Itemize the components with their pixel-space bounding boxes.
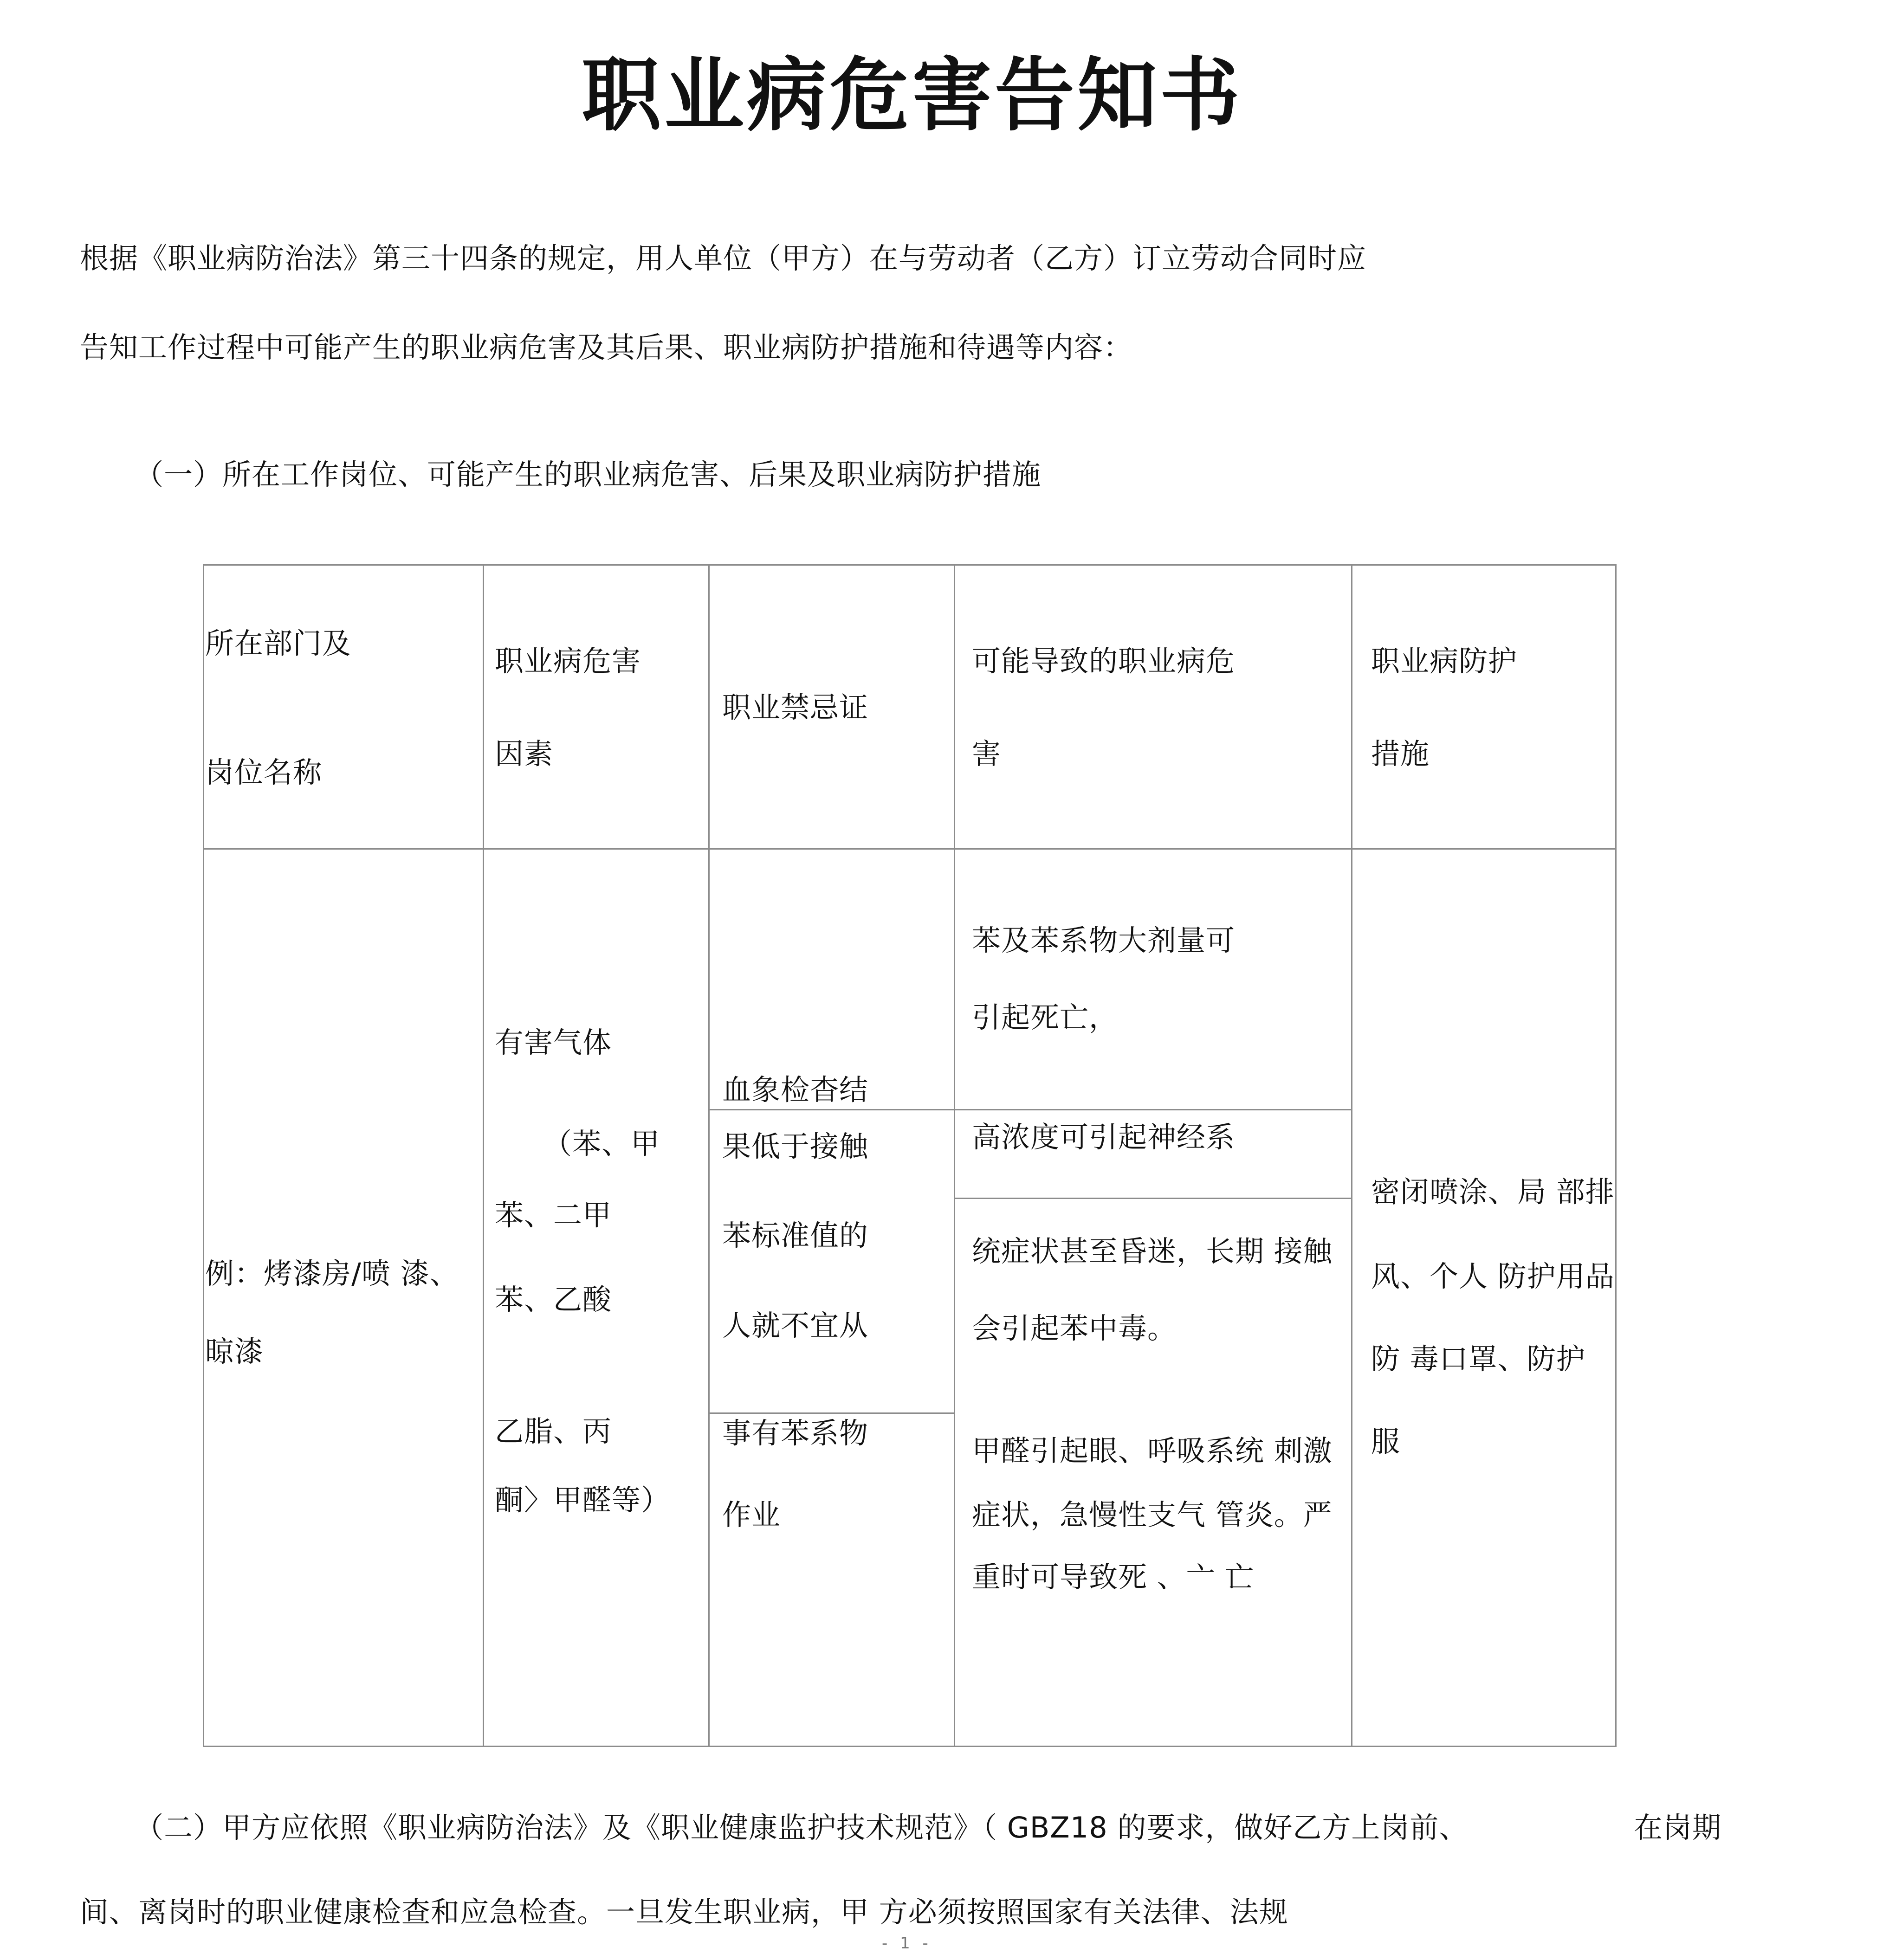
intro-line-2: 告知工作过程中可能产生的职业病危害及其后果、职业病防护措施和待遇等内容： bbox=[80, 330, 1133, 364]
row-consequence-line: 高浓度可引起神经系 bbox=[972, 1120, 1236, 1154]
row-department-line2: 晾漆 bbox=[205, 1335, 264, 1368]
table-column-divider bbox=[1351, 564, 1352, 1747]
row-contraindication-line: 人就不宜从 bbox=[722, 1309, 869, 1342]
table-inner-divider bbox=[708, 1412, 954, 1414]
table-bottom-border bbox=[203, 1746, 1617, 1747]
row-consequence-line: 引起死亡， bbox=[972, 1000, 1119, 1034]
table-column-divider bbox=[954, 564, 955, 1747]
row-department-line1: 例：烤漆房/喷 漆、 bbox=[205, 1257, 459, 1290]
header-protection-line1: 职业病防护 bbox=[1371, 644, 1518, 678]
table-right-border bbox=[1615, 564, 1617, 1747]
table-left-border bbox=[203, 564, 204, 1747]
document-title: 职业病危害告知书 bbox=[582, 49, 1242, 142]
row-contraindication-line: 血象检杳结 bbox=[722, 1073, 869, 1107]
row-contraindication-line: 苯标准值的 bbox=[722, 1219, 869, 1252]
table-inner-divider bbox=[954, 1198, 1351, 1199]
row-consequence-line: 症状，急慢性支气 管炎。严 bbox=[972, 1498, 1333, 1532]
section-1-heading: （一）所在工作岗位、可能产生的职业病危害、后果及职业病防护措施 bbox=[135, 458, 1042, 491]
row-protection-line: 密闭喷涂、局 部排 bbox=[1371, 1175, 1615, 1209]
header-hazard-line2: 因素 bbox=[495, 737, 554, 771]
row-hazard-line: 苯、乙酸 bbox=[495, 1283, 612, 1316]
row-hazard-line: 乙脂、丙 bbox=[495, 1414, 612, 1448]
row-consequence-line: 重时可导致死 、亠 亡 bbox=[972, 1560, 1255, 1594]
header-contraindication: 职业禁忌证 bbox=[722, 690, 869, 724]
row-hazard-line: 苯、二甲 bbox=[495, 1198, 612, 1232]
table-column-divider bbox=[483, 564, 484, 1747]
header-hazard-line1: 职业病危害 bbox=[495, 644, 641, 678]
table-column-divider bbox=[708, 564, 710, 1747]
row-contraindication-line: 事有苯系物 bbox=[722, 1416, 869, 1450]
header-consequence-line2: 害 bbox=[972, 737, 1002, 771]
section-2-line1-end: 在岗期 bbox=[1634, 1811, 1722, 1844]
row-hazard-line: 有害气体 bbox=[495, 1025, 612, 1059]
table-top-border bbox=[203, 564, 1617, 566]
row-protection-line: 风、个人 防护用品 bbox=[1371, 1259, 1615, 1293]
row-protection-line: 防 毒口罩、防护 bbox=[1371, 1342, 1585, 1376]
header-department-line1: 所在部门及 bbox=[205, 626, 352, 660]
row-consequence-line: 会引起苯中毒。 bbox=[972, 1311, 1177, 1345]
row-consequence-line: 统症状甚至昏迷，长期 接触 bbox=[972, 1234, 1333, 1268]
row-hazard-line: 酮〉甲醛等） bbox=[495, 1483, 671, 1517]
table-inner-divider bbox=[708, 1109, 1351, 1110]
row-hazard-line: （苯、甲 bbox=[543, 1127, 660, 1161]
row-contraindication-line: 作业 bbox=[722, 1498, 781, 1532]
header-department-line2: 岗位名称 bbox=[205, 755, 323, 789]
intro-line-1: 根据《职业病防治法》第三十四条的规定，用人单位（甲方）在与劳动者（乙方）订立劳动合同时应 bbox=[80, 241, 1367, 275]
header-consequence-line1: 可能导致的职业病危 bbox=[972, 644, 1236, 678]
section-2-line2: 间、离岗时的职业健康检查和应急检查。一旦发生职业病，甲 方必须按照国家有关法律、法规 bbox=[80, 1895, 1288, 1929]
table-header-divider bbox=[203, 848, 1617, 850]
header-protection-line2: 措施 bbox=[1371, 737, 1430, 771]
row-protection-line: 服 bbox=[1371, 1425, 1401, 1458]
section-2-line1: （二）甲方应依照《职业病防治法》及《职业健康监护技术规范》（ GBZ18 的要求，做好乙方上岗前、 bbox=[135, 1811, 1469, 1844]
row-consequence-line: 苯及苯系物大剂量可 bbox=[972, 923, 1236, 957]
row-contraindication-line: 果低于接触 bbox=[722, 1129, 869, 1163]
row-consequence-line: 甲醛引起眼、呼吸系统 刺激 bbox=[972, 1434, 1333, 1468]
page-number: - 1 - bbox=[882, 1934, 932, 1953]
